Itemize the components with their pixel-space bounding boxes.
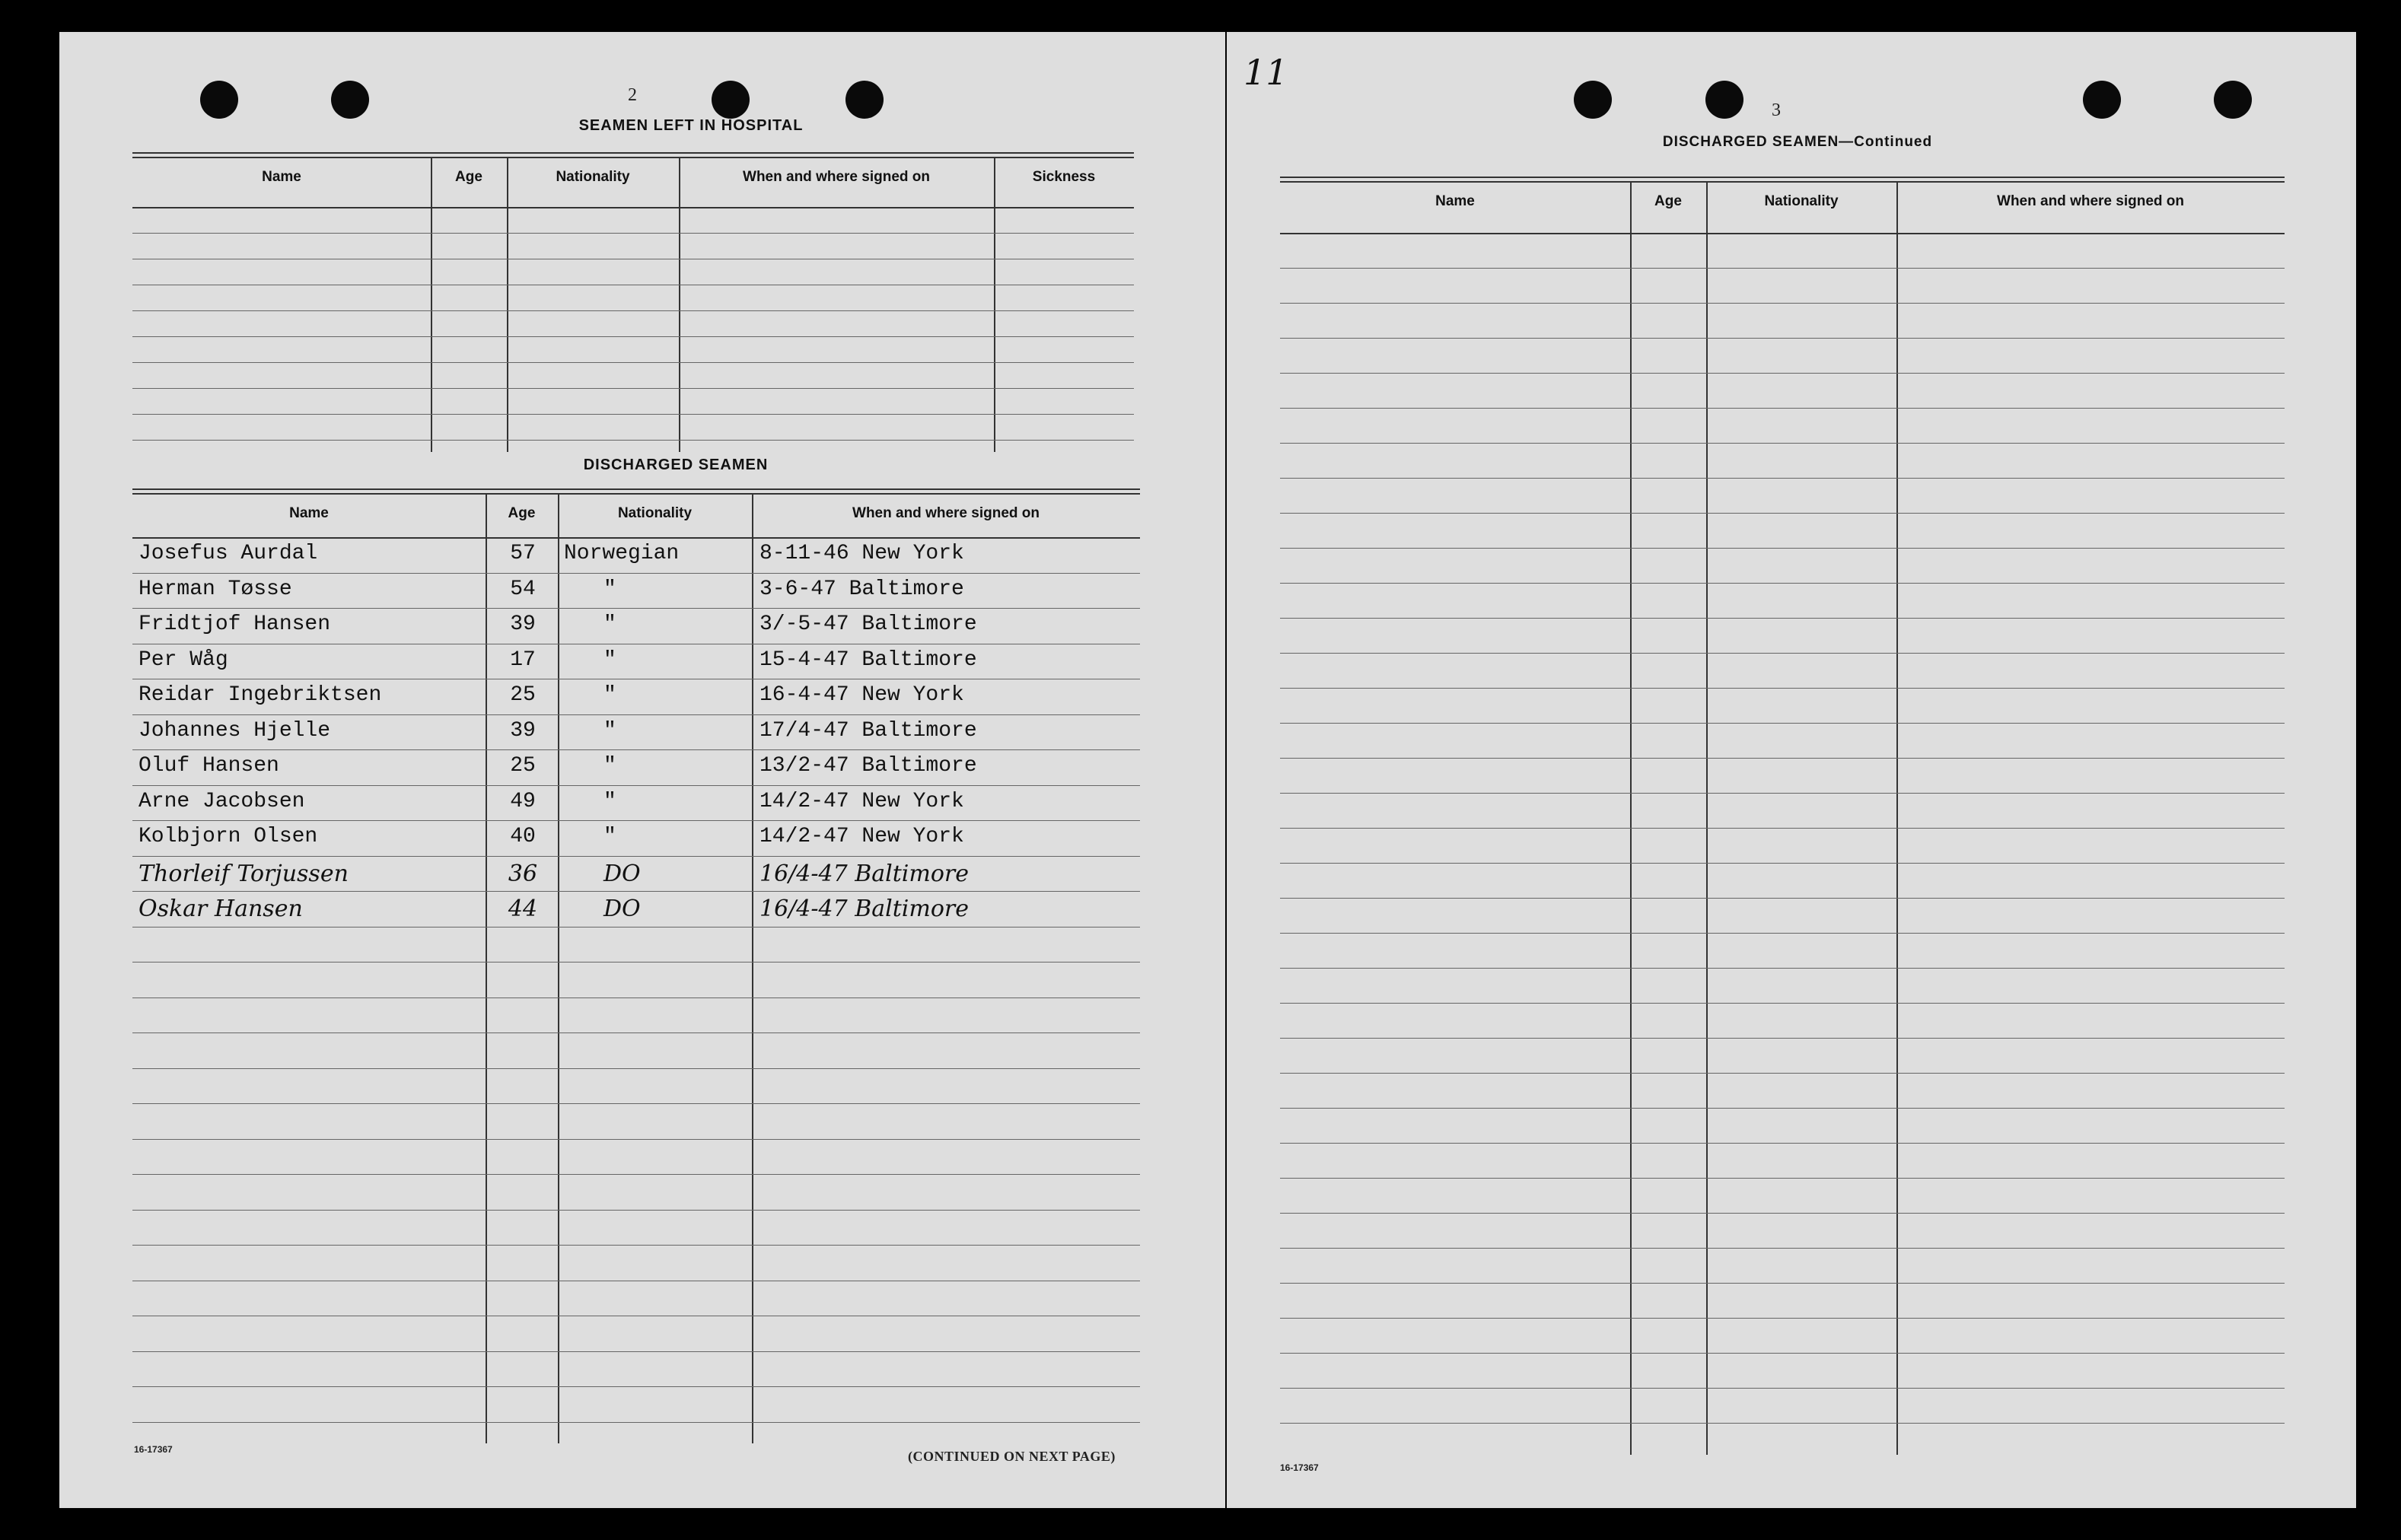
table-top-rule <box>132 493 1140 495</box>
page-number: 2 <box>628 85 637 105</box>
column-header: Nationality <box>1764 193 1839 209</box>
ruled-line <box>1280 1283 2285 1284</box>
seaman-name: Johannes Hjelle <box>139 718 331 743</box>
seaman-signed-on: 14/2-47 New York <box>759 789 964 813</box>
ruled-line <box>1280 513 2285 514</box>
seaman-nationality: Norwegian <box>564 542 680 565</box>
seaman-age: 25 <box>510 754 536 778</box>
seaman-age: 57 <box>510 542 536 565</box>
seaman-nationality: " <box>603 612 616 636</box>
ruled-line <box>1280 968 2285 969</box>
ruled-line <box>132 714 1140 715</box>
column-header: Name <box>1435 193 1475 209</box>
ruled-line <box>1280 583 2285 584</box>
ruled-line <box>1280 338 2285 339</box>
column-divider <box>431 157 432 452</box>
ruled-line <box>132 856 1140 857</box>
header-rule <box>132 537 1140 539</box>
ruled-line <box>1280 1388 2285 1389</box>
ruled-line <box>132 1139 1140 1140</box>
seaman-name: Kolbjorn Olsen <box>139 825 318 848</box>
continued-note: (CONTINUED ON NEXT PAGE) <box>908 1449 1116 1464</box>
ruled-line <box>1280 828 2285 829</box>
seaman-signed-on: 13/2-47 Baltimore <box>759 754 977 778</box>
column-header: Nationality <box>556 169 630 185</box>
column-header: Age <box>1654 193 1682 209</box>
seaman-name: Reidar Ingebriktsen <box>139 683 382 707</box>
column-header: When and where signed on <box>852 505 1040 521</box>
seaman-signed-on: 16/4-47 Baltimore <box>759 896 969 922</box>
punch-hole <box>2083 81 2121 119</box>
ruled-line <box>132 1386 1140 1387</box>
column-divider <box>752 493 753 1443</box>
ruled-line <box>1280 758 2285 759</box>
ruled-line <box>132 573 1140 574</box>
ruled-line <box>132 1422 1140 1423</box>
seaman-nationality: " <box>603 577 616 601</box>
ruled-line <box>1280 1353 2285 1354</box>
right-page <box>1227 32 2356 1508</box>
column-divider <box>994 157 995 452</box>
ruled-line <box>1280 478 2285 479</box>
column-header: Name <box>262 169 301 185</box>
corner-mark: 11 <box>1243 52 1288 93</box>
ruled-line <box>1280 1318 2285 1319</box>
seaman-name: Oluf Hansen <box>139 754 279 778</box>
column-header: Age <box>508 505 536 521</box>
seaman-signed-on: 3/-5-47 Baltimore <box>759 612 977 636</box>
ruled-line <box>1280 1108 2285 1109</box>
seaman-age: 40 <box>510 825 536 848</box>
column-header: Sickness <box>1032 169 1096 185</box>
ruled-line <box>1280 898 2285 899</box>
column-divider <box>486 493 487 1443</box>
ruled-line <box>132 388 1134 389</box>
ruled-line <box>132 362 1134 363</box>
seaman-signed-on: 16-4-47 New York <box>759 683 964 707</box>
column-header: When and where signed on <box>1997 193 2184 209</box>
seaman-nationality: " <box>603 683 616 707</box>
ruled-line <box>1280 723 2285 724</box>
seaman-age: 49 <box>510 789 536 813</box>
column-header: When and where signed on <box>743 169 930 185</box>
seaman-nationality: " <box>603 789 616 813</box>
seaman-nationality: DO <box>603 860 641 887</box>
ruled-line <box>1280 688 2285 689</box>
column-header: Age <box>455 169 482 185</box>
header-rule <box>1280 233 2285 234</box>
ruled-line <box>1280 1423 2285 1424</box>
ruled-line <box>1280 1038 2285 1039</box>
ruled-line <box>1280 373 2285 374</box>
ruled-line <box>1280 548 2285 549</box>
ruled-line <box>1280 1143 2285 1144</box>
seaman-age: 17 <box>510 648 536 672</box>
ruled-line <box>132 820 1140 821</box>
seaman-nationality: DO <box>603 896 641 922</box>
ruled-line <box>1280 1178 2285 1179</box>
punch-hole <box>1574 81 1612 119</box>
seaman-name: Josefus Aurdal <box>139 542 318 565</box>
column-header: Name <box>289 505 329 521</box>
header-rule <box>132 207 1134 208</box>
seaman-age: 44 <box>508 896 538 922</box>
ruled-line <box>132 1245 1140 1246</box>
ruled-line <box>132 1351 1140 1352</box>
ruled-line <box>1280 1073 2285 1074</box>
ruled-line <box>132 440 1134 441</box>
table-top-rule <box>132 157 1134 158</box>
seaman-age: 25 <box>510 683 536 707</box>
column-divider <box>679 157 680 452</box>
hospital-title: SEAMEN LEFT IN HOSPITAL <box>578 117 804 134</box>
punch-hole <box>331 81 369 119</box>
seaman-name: Arne Jacobsen <box>139 789 305 813</box>
form-number: 16-17367 <box>1280 1462 1319 1473</box>
seaman-age: 54 <box>510 577 536 601</box>
ruled-line <box>132 608 1140 609</box>
ruled-line <box>1280 268 2285 269</box>
seaman-nationality: " <box>603 754 616 778</box>
table-top-rule <box>132 152 1134 154</box>
seaman-nationality: " <box>603 718 616 743</box>
table-top-rule <box>1280 181 2285 183</box>
ruled-line <box>1280 793 2285 794</box>
ruled-line <box>132 962 1140 963</box>
ruled-line <box>132 1103 1140 1104</box>
form-number: 16-17367 <box>134 1444 173 1455</box>
ruled-line <box>1280 443 2285 444</box>
punch-hole <box>845 81 884 119</box>
ruled-line <box>1280 933 2285 934</box>
ruled-line <box>132 233 1134 234</box>
ruled-line <box>132 1210 1140 1211</box>
ruled-line <box>132 927 1140 928</box>
punch-hole <box>200 81 238 119</box>
ruled-line <box>1280 863 2285 864</box>
seaman-signed-on: 17/4-47 Baltimore <box>759 718 977 743</box>
ruled-line <box>132 1068 1140 1069</box>
page-number: 3 <box>1772 100 1781 120</box>
ruled-line <box>132 1174 1140 1175</box>
ruled-line <box>1280 1003 2285 1004</box>
ruled-line <box>1280 408 2285 409</box>
ruled-line <box>1280 1213 2285 1214</box>
table-top-rule <box>1280 177 2285 178</box>
column-divider <box>507 157 508 452</box>
left-page <box>59 32 1225 1508</box>
column-divider <box>558 493 559 1443</box>
ruled-line <box>1280 618 2285 619</box>
ruled-line <box>132 785 1140 786</box>
ruled-line <box>132 749 1140 750</box>
seaman-signed-on: 8-11-46 New York <box>759 542 964 565</box>
seaman-signed-on: 3-6-47 Baltimore <box>759 577 964 601</box>
seaman-name: Per Wåg <box>139 648 228 672</box>
ruled-line <box>132 310 1134 311</box>
seaman-age: 39 <box>510 718 536 743</box>
seaman-nationality: " <box>603 825 616 848</box>
table-top-rule <box>132 488 1140 490</box>
punch-hole <box>1705 81 1743 119</box>
column-header: Nationality <box>617 505 693 521</box>
discharged-title: DISCHARGED SEAMEN <box>583 457 769 473</box>
ruled-line <box>132 1032 1140 1033</box>
punch-hole <box>712 81 750 119</box>
seaman-name: Thorleif Torjussen <box>139 860 349 887</box>
ruled-line <box>1280 303 2285 304</box>
seaman-name: Herman Tøsse <box>139 577 292 601</box>
ruled-line <box>132 336 1134 337</box>
right-title: DISCHARGED SEAMEN—Continued <box>1662 134 1933 150</box>
seaman-age: 39 <box>510 612 536 636</box>
ruled-line <box>132 891 1140 892</box>
ruled-line <box>1280 1248 2285 1249</box>
punch-hole <box>2214 81 2252 119</box>
seaman-name: Oskar Hansen <box>139 896 303 922</box>
seaman-signed-on: 14/2-47 New York <box>759 825 964 848</box>
ruled-line <box>1280 653 2285 654</box>
seaman-age: 36 <box>508 860 538 887</box>
seaman-signed-on: 16/4-47 Baltimore <box>759 860 969 887</box>
seaman-nationality: " <box>603 648 616 672</box>
seaman-name: Fridtjof Hansen <box>139 612 331 636</box>
seaman-signed-on: 15-4-47 Baltimore <box>759 648 977 672</box>
ruled-line <box>132 414 1134 415</box>
